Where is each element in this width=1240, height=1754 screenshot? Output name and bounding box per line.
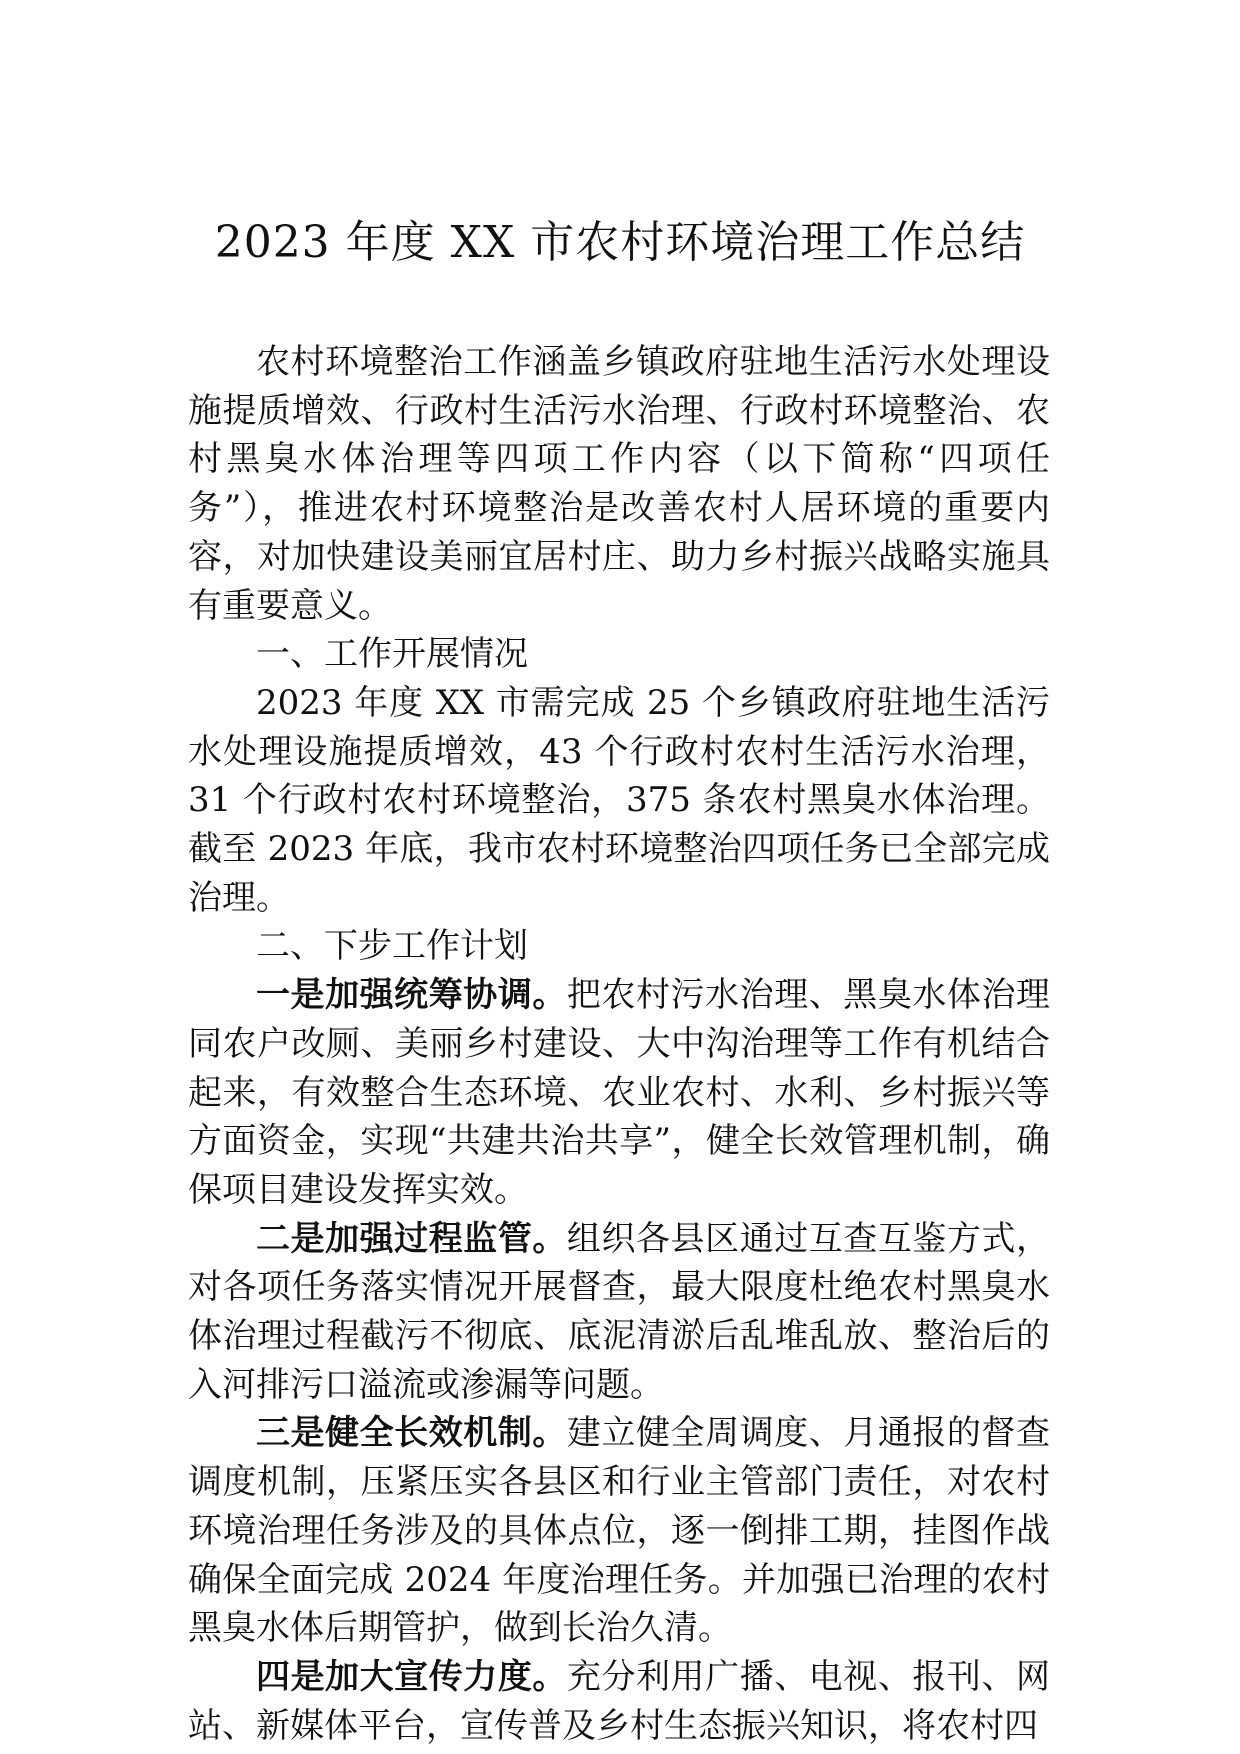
intro-paragraph: 农村环境整治工作涵盖乡镇政府驻地生活污水处理设施提质增效、行政村生活污水治理、行政村环境整治、农村黑臭水体治理等四项工作内容（以下简称“四项任务”），推进农村环境整治是改善农村人居环境的重要内容，对加快建设美丽宜居村庄、助力乡村振兴战略实施具有重要意义。: [188, 342, 1050, 626]
plan-lead-3: 三是健全长效机制。: [256, 1413, 567, 1454]
document-body: [188, 338, 1050, 1750]
plan-text-3: 建立健全周调度、月通报的督查调度机制，压紧压实各县区和行业主管部门责任，对农村环境治理任务涉及的具体点位，逐一倒排工期，挂图作战确保全面完成 2024 年度治理任务。并加强已治理的农村黑臭水体后期管护，做到长治久清。: [188, 1413, 1051, 1649]
plan-lead-4: 四是加大宣传力度。: [256, 1656, 567, 1697]
plan-text-2: 组织各县区通过互查互鉴方式，对各项任务落实情况开展督查，最大限度杜绝农村黑臭水体治理过程截污不彻底、底泥清淤后乱堆乱放、整治后的入河排污口溢流或渗漏等问题。: [188, 1218, 1051, 1405]
plan-paragraph-4: [188, 1653, 1050, 1750]
progress-paragraph: 2023 年度 XX 市需完成 25 个乡镇政府驻地生活污水处理设施提质增效，43 个行政村农村生活污水治理，31 个行政村农村环境整治，375 条农村黑臭水体治理。截至 2023 年底，我市农村环境整治四项任务已全部完成治理。: [188, 682, 1050, 918]
page-title: 2023 年度 XX 市农村环境治理工作总结: [214, 217, 1026, 268]
plan-paragraph-1: [188, 971, 1050, 1215]
section-heading-plan: 二、下步工作计划: [256, 926, 528, 967]
plan-lead-1: 一是加强统筹协调。: [256, 975, 567, 1016]
plan-text-4: 充分利用广播、电视、报刊、网站、新媒体平台，宣传普及乡村生态振兴知识，将农村四: [188, 1656, 1051, 1746]
plan-lead-2: 二是加强过程监管。: [256, 1218, 567, 1259]
plan-paragraph-3: [188, 1409, 1050, 1653]
section-heading-progress: 一、工作开展情况: [256, 634, 528, 675]
plan-paragraph-2: [188, 1215, 1050, 1410]
plan-text-1: 把农村污水治理、黑臭水体治理同农户改厕、美丽乡村建设、大中沟治理等工作有机结合起来，有效整合生态环境、农业农村、水利、乡村振兴等方面资金，实现“共建共治共享”，健全长效管理机制，确保项目建设发挥实效。: [188, 975, 1051, 1210]
